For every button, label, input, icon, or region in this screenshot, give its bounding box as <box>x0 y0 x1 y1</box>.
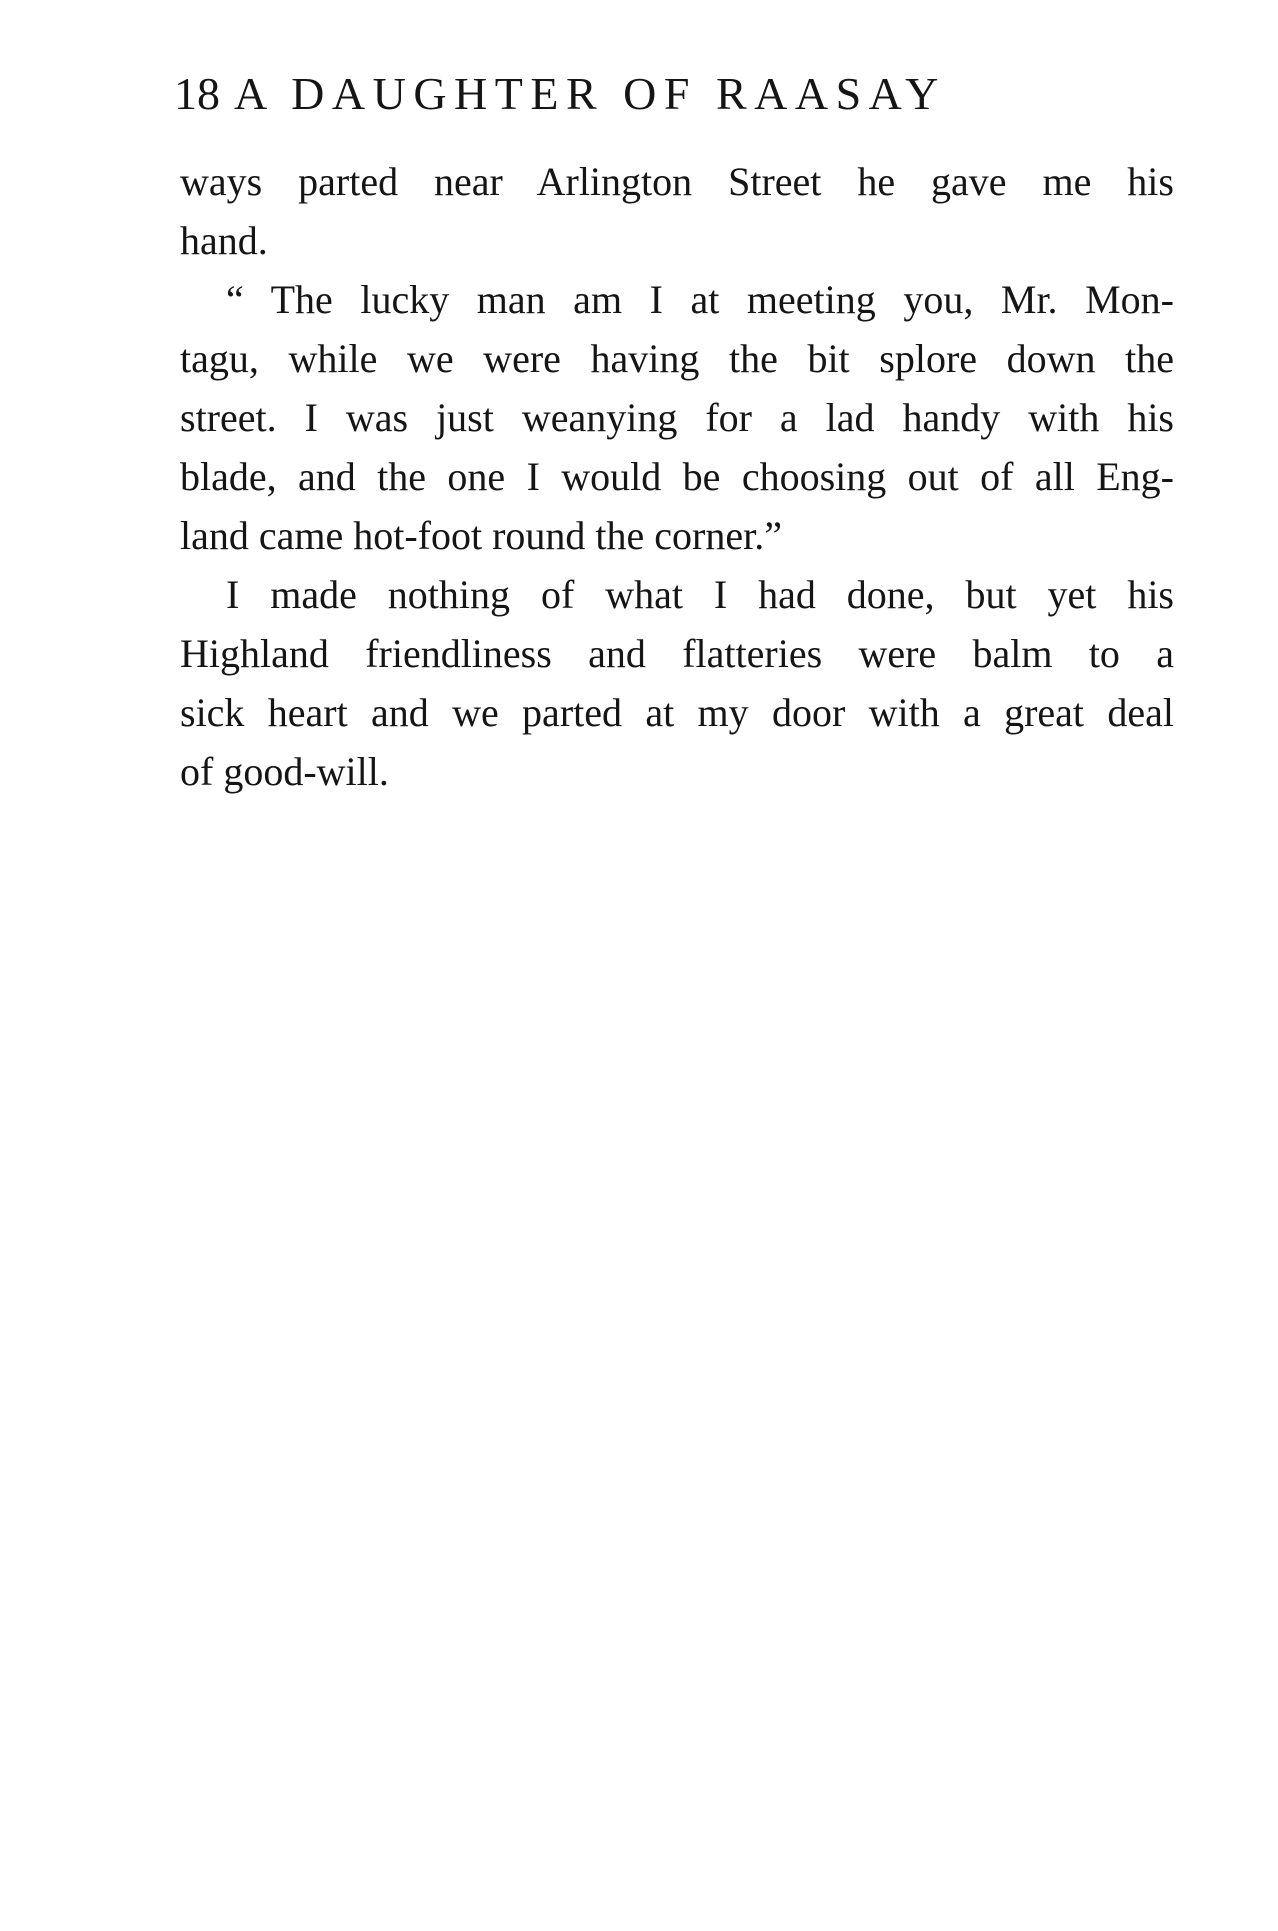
running-title: A DAUGHTER OF RAASAY <box>234 68 946 119</box>
text-line: land came hot-foot round the corner.” <box>180 513 782 558</box>
text-line: I made nothing of what I had done, but yet his <box>226 572 1174 617</box>
text-line: tagu, while we were having the bit splore down the <box>180 336 1174 381</box>
body-text <box>180 152 1174 801</box>
paragraph-2 <box>180 270 1174 565</box>
paragraph-3 <box>180 565 1174 801</box>
text-line: Highland friendliness and flatteries were balm to a <box>180 631 1174 676</box>
text-line: blade, and the one I would be choosing out of all Eng- <box>180 454 1174 499</box>
text-line: street. I was just weanying for a lad handy with his <box>180 395 1174 440</box>
running-header <box>174 62 1174 126</box>
paragraph-1 <box>180 152 1174 270</box>
page-number: 18 <box>174 68 220 119</box>
text-line: of good-will. <box>180 749 389 794</box>
text-line: ways parted near Arlington Street he gave me his <box>180 159 1174 204</box>
text-line: “ The lucky man am I at meeting you, Mr. Mon- <box>226 277 1174 322</box>
text-line: hand. <box>180 218 268 263</box>
text-line: sick heart and we parted at my door with a great deal <box>180 690 1174 735</box>
